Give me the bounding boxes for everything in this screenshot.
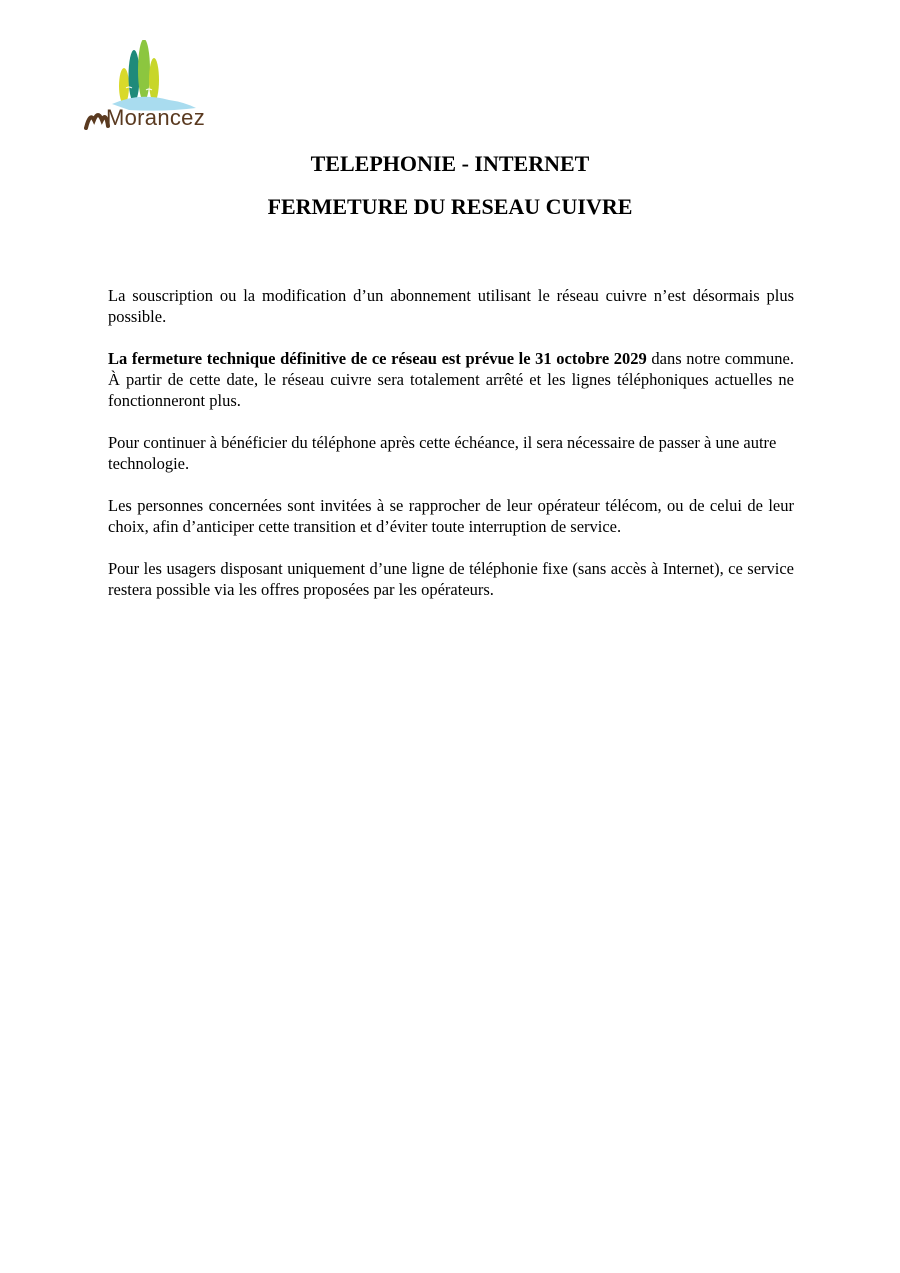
paragraph-landline: Pour les usagers disposant uniquement d’une ligne de téléphonie fixe (sans accès à Internet), ce service restera possible via les offres proposées par les opérateurs. [108,559,794,599]
paragraph-operators: Les personnes concernées sont invitées à se rapprocher de leur opérateur télécom, ou de celui de leur choix, afin d’anticiper cette transition et d’éviter toute interruption de service. [108,496,794,536]
page-subtitle: FERMETURE DU RESEAU CUIVRE [267,194,633,219]
page-title: TELEPHONIE - INTERNET [310,151,590,176]
announcement-body [108,285,794,621]
paragraph-subscription: La souscription ou la modification d’un abonnement utilisant le réseau cuivre n’est désormais plus possible. [108,286,794,326]
closure-date-details: dans notre commune. À partir de cette date, le réseau cuivre sera totalement arrêté et les lignes téléphoniques actuelles ne fonctionneront plus. [108,349,794,410]
logo-wordmark: Morancez [106,105,205,130]
paragraph-closure-date [108,348,794,411]
paragraph-technology: Pour continuer à bénéficier du téléphone après cette échéance, il sera nécessaire de passer à une autre technologie. [108,433,777,473]
logo-trees-icon [84,40,209,115]
morancez-logo [84,40,209,135]
closure-date-highlight: La fermeture technique définitive de ce réseau est prévue le 31 octobre 2029 [108,349,647,368]
